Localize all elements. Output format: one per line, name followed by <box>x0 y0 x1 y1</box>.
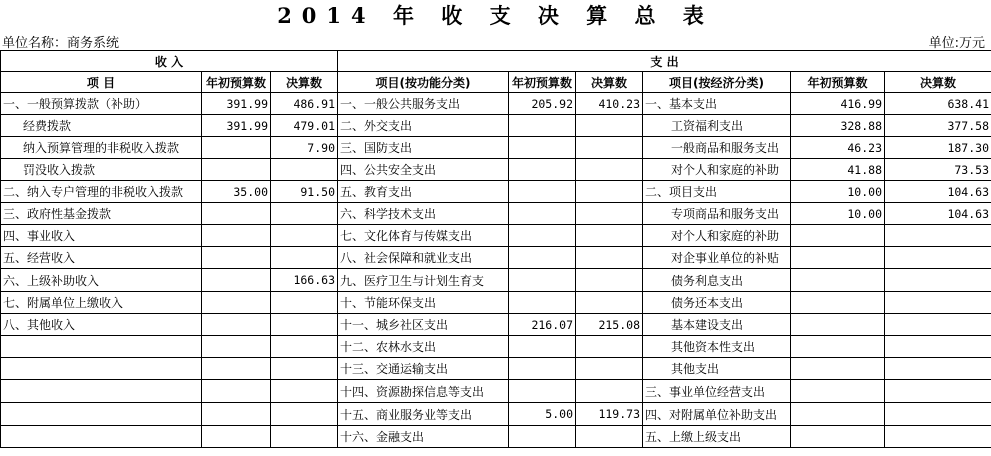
table-cell <box>791 358 885 380</box>
table-cell: 九、医疗卫生与计划生育支 <box>338 269 509 292</box>
col-final-3: 决算数 <box>885 72 991 93</box>
col-final: 决算数 <box>271 72 338 93</box>
table-cell: 205.92 <box>509 93 576 115</box>
table-cell <box>576 137 643 159</box>
table-cell: 119.73 <box>576 403 643 426</box>
table-cell: 104.63 <box>885 203 991 225</box>
table-cell <box>509 380 576 403</box>
col-budget-3: 年初预算数 <box>791 72 885 93</box>
table-row <box>1 269 991 292</box>
table-cell: 二、纳入专户管理的非税收入拨款 <box>1 181 202 203</box>
table-cell <box>576 203 643 225</box>
table-cell <box>202 336 271 358</box>
budget-table <box>0 50 991 448</box>
table-cell: 对企事业单位的补贴 <box>643 247 791 269</box>
table-row <box>1 115 991 137</box>
table-cell: 一、基本支出 <box>643 93 791 115</box>
table-cell <box>202 247 271 269</box>
table-cell: 二、外交支出 <box>338 115 509 137</box>
header-row-2 <box>1 72 991 93</box>
table-cell <box>576 292 643 314</box>
table-cell: 工资福利支出 <box>643 115 791 137</box>
col-budget: 年初预算数 <box>202 72 271 93</box>
table-cell: 187.30 <box>885 137 991 159</box>
table-cell: 416.99 <box>791 93 885 115</box>
table-cell <box>202 426 271 448</box>
table-cell: 104.63 <box>885 181 991 203</box>
table-cell <box>1 358 202 380</box>
table-cell: 二、项目支出 <box>643 181 791 203</box>
table-row <box>1 247 991 269</box>
table-cell <box>576 159 643 181</box>
col-budget-2: 年初预算数 <box>509 72 576 93</box>
table-row <box>1 314 991 336</box>
table-cell: 四、公共安全支出 <box>338 159 509 181</box>
table-row <box>1 181 991 203</box>
table-cell: 377.58 <box>885 115 991 137</box>
table-cell: 10.00 <box>791 203 885 225</box>
table-row <box>1 358 991 380</box>
table-cell: 46.23 <box>791 137 885 159</box>
table-cell <box>271 159 338 181</box>
table-cell: 486.91 <box>271 93 338 115</box>
table-cell: 41.88 <box>791 159 885 181</box>
table-cell: 六、上级补助收入 <box>1 269 202 292</box>
report-title: 2014 年 收 支 决 算 总 表 <box>277 3 714 28</box>
table-cell <box>202 137 271 159</box>
table-cell <box>202 358 271 380</box>
table-cell <box>509 225 576 247</box>
table-cell <box>202 314 271 336</box>
table-cell: 410.23 <box>576 93 643 115</box>
table-cell: 一般商品和服务支出 <box>643 137 791 159</box>
table-cell: 一、一般公共服务支出 <box>338 93 509 115</box>
table-cell: 十、节能环保支出 <box>338 292 509 314</box>
table-cell <box>885 225 991 247</box>
table-cell <box>791 380 885 403</box>
table-cell: 479.01 <box>271 115 338 137</box>
table-cell <box>202 203 271 225</box>
table-row <box>1 93 991 115</box>
table-cell: 166.63 <box>271 269 338 292</box>
table-cell <box>509 247 576 269</box>
table-cell: 八、社会保障和就业支出 <box>338 247 509 269</box>
table-cell: 391.99 <box>202 115 271 137</box>
table-cell: 四、对附属单位补助支出 <box>643 403 791 426</box>
table-row <box>1 292 991 314</box>
table-row <box>1 336 991 358</box>
table-cell: 三、事业单位经营支出 <box>643 380 791 403</box>
table-cell <box>791 225 885 247</box>
table-row <box>1 380 991 403</box>
col-final-2: 决算数 <box>576 72 643 93</box>
table-body <box>1 93 991 448</box>
table-cell: 7.90 <box>271 137 338 159</box>
table-cell: 三、政府性基金拨款 <box>1 203 202 225</box>
table-cell <box>271 225 338 247</box>
table-cell <box>271 403 338 426</box>
table-cell <box>1 336 202 358</box>
table-cell: 十三、交通运输支出 <box>338 358 509 380</box>
table-cell: 391.99 <box>202 93 271 115</box>
table-cell <box>885 358 991 380</box>
table-cell <box>576 225 643 247</box>
table-cell <box>271 336 338 358</box>
table-cell <box>202 225 271 247</box>
income-header: 收 入 <box>1 51 338 72</box>
table-cell <box>576 115 643 137</box>
table-cell <box>509 137 576 159</box>
table-cell: 328.88 <box>791 115 885 137</box>
table-cell <box>576 358 643 380</box>
table-row <box>1 203 991 225</box>
header-row-1 <box>1 51 991 72</box>
table-cell <box>271 426 338 448</box>
table-cell: 216.07 <box>509 314 576 336</box>
table-cell <box>791 247 885 269</box>
table-cell <box>509 426 576 448</box>
table-row <box>1 225 991 247</box>
table-cell: 十四、资源勘探信息等支出 <box>338 380 509 403</box>
table-cell <box>885 336 991 358</box>
table-cell: 七、文化体育与传媒支出 <box>338 225 509 247</box>
table-cell <box>202 269 271 292</box>
table-cell: 五、上缴上级支出 <box>643 426 791 448</box>
table-cell: 十二、农林水支出 <box>338 336 509 358</box>
table-cell <box>509 269 576 292</box>
table-cell <box>885 269 991 292</box>
table-cell: 73.53 <box>885 159 991 181</box>
table-cell <box>202 159 271 181</box>
table-cell <box>202 380 271 403</box>
table-cell <box>1 380 202 403</box>
table-cell <box>885 426 991 448</box>
table-cell: 五、教育支出 <box>338 181 509 203</box>
col-func-item: 项目(按功能分类) <box>338 72 509 93</box>
table-cell <box>509 203 576 225</box>
table-cell <box>791 314 885 336</box>
table-cell: 638.41 <box>885 93 991 115</box>
table-cell <box>509 181 576 203</box>
table-cell <box>202 403 271 426</box>
table-cell <box>576 247 643 269</box>
table-cell: 债务还本支出 <box>643 292 791 314</box>
table-cell <box>271 358 338 380</box>
table-cell <box>202 292 271 314</box>
table-cell <box>271 292 338 314</box>
table-cell <box>509 358 576 380</box>
table-cell: 十一、城乡社区支出 <box>338 314 509 336</box>
expense-header: 支 出 <box>338 51 991 72</box>
table-cell: 5.00 <box>509 403 576 426</box>
table-row <box>1 403 991 426</box>
table-cell <box>1 403 202 426</box>
table-cell <box>271 247 338 269</box>
unit-row <box>0 32 991 50</box>
table-cell: 91.50 <box>271 181 338 203</box>
table-cell <box>509 292 576 314</box>
table-cell: 七、附属单位上缴收入 <box>1 292 202 314</box>
table-cell: 五、经营收入 <box>1 247 202 269</box>
table-cell <box>271 203 338 225</box>
table-cell: 三、国防支出 <box>338 137 509 159</box>
table-cell <box>885 380 991 403</box>
table-cell <box>509 159 576 181</box>
col-econ-item: 项目(按经济分类) <box>643 72 791 93</box>
table-cell <box>885 403 991 426</box>
table-row <box>1 137 991 159</box>
table-cell <box>791 336 885 358</box>
table-cell: 10.00 <box>791 181 885 203</box>
table-cell: 经费拨款 <box>1 115 202 137</box>
table-cell <box>509 115 576 137</box>
table-cell <box>885 292 991 314</box>
table-cell: 纳入预算管理的非税收入拨款 <box>1 137 202 159</box>
col-item: 项 目 <box>1 72 202 93</box>
table-cell: 十六、金融支出 <box>338 426 509 448</box>
unit-name: 单位名称：商务系统 <box>2 36 120 51</box>
table-cell: 债务利息支出 <box>643 269 791 292</box>
table-cell <box>576 336 643 358</box>
table-cell: 专项商品和服务支出 <box>643 203 791 225</box>
table-row <box>1 426 991 448</box>
table-cell <box>885 247 991 269</box>
table-cell: 六、科学技术支出 <box>338 203 509 225</box>
table-cell <box>576 269 643 292</box>
table-cell: 其他资本性支出 <box>643 336 791 358</box>
table-cell: 八、其他收入 <box>1 314 202 336</box>
table-cell <box>576 426 643 448</box>
unit-label: 单位:万元 <box>928 36 985 51</box>
table-cell <box>791 269 885 292</box>
table-cell <box>791 292 885 314</box>
table-cell: 十五、商业服务业等支出 <box>338 403 509 426</box>
table-cell <box>271 380 338 403</box>
table-cell: 一、一般预算拨款（补助） <box>1 93 202 115</box>
table-cell <box>576 380 643 403</box>
table-cell <box>271 314 338 336</box>
table-cell: 对个人和家庭的补助 <box>643 159 791 181</box>
table-cell: 四、事业收入 <box>1 225 202 247</box>
table-cell: 其他支出 <box>643 358 791 380</box>
table-cell: 基本建设支出 <box>643 314 791 336</box>
table-row <box>1 159 991 181</box>
table-cell <box>509 336 576 358</box>
table-cell: 罚没收入拨款 <box>1 159 202 181</box>
table-cell <box>791 403 885 426</box>
table-cell <box>885 314 991 336</box>
table-cell: 35.00 <box>202 181 271 203</box>
table-cell <box>791 426 885 448</box>
table-cell: 215.08 <box>576 314 643 336</box>
table-cell <box>1 426 202 448</box>
table-cell <box>576 181 643 203</box>
table-cell: 对个人和家庭的补助 <box>643 225 791 247</box>
